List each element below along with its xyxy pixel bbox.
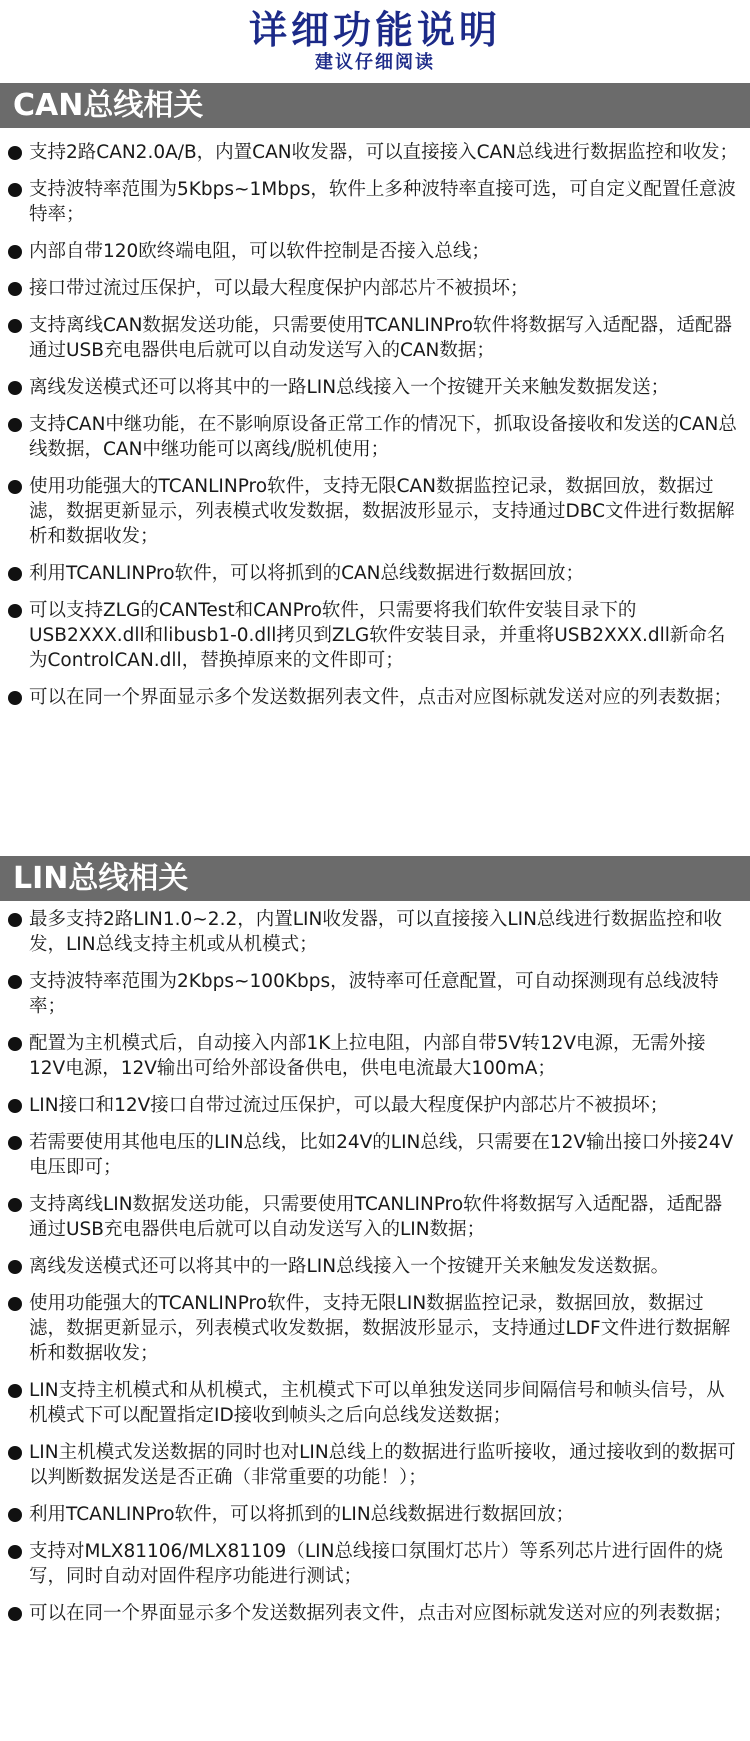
section-can [0,83,750,710]
item-text: 支持2路CAN2.0A/B，内置CAN收发器，可以直接接入CAN总线进行数据监控和收发； [29,142,739,163]
list-item [8,1601,740,1626]
bullet-icon [8,1607,22,1621]
bullet-icon [8,975,22,989]
item-text: 支持离线CAN数据发送功能，只需要使用TCANLINPro软件将数据写入适配器，适配器通过USB充电器供电后就可以自动发送写入的CAN数据； [29,315,732,361]
bullet-icon [8,604,22,618]
bullet-icon [8,1297,22,1311]
item-text: 可以在同一个界面显示多个发送数据列表文件，点击对应图标就发送对应的列表数据； [29,1603,733,1624]
bullet-icon [8,146,22,160]
item-text: 离线发送模式还可以将其中的一路LIN总线接入一个按键开关来触发数据发送； [29,377,670,398]
page-subtitle: 建议仔细阅读 [315,52,435,73]
feature-list-lin [0,907,750,1626]
bullet-icon [8,1384,22,1398]
list-item [8,1378,740,1428]
list-item [8,239,740,264]
bullet-icon [8,567,22,581]
bullet-icon [8,282,22,296]
list-item [8,313,740,363]
item-text: LIN支持主机模式和从机模式，主机模式下可以单独发送同步间隔信号和帧头信号，从机模式下可以配置指定ID接收到帧头之后向总线发送数据； [29,1380,725,1426]
item-text: 支持离线LIN数据发送功能，只需要使用TCANLINPro软件将数据写入适配器，适配器通过USB充电器供电后就可以自动发送写入的LIN数据； [29,1194,723,1240]
list-item [8,1539,740,1589]
list-item [8,177,740,227]
list-item [8,561,740,586]
list-item [8,412,740,462]
item-text: 支持波特率范围为5Kbps~1Mbps，软件上多种波特率直接可选，可自定义配置任意波特率； [29,179,736,225]
section-lin [0,856,750,1626]
page-title: 详细功能说明 [248,8,501,52]
item-text: 可以支持ZLG的CANTest和CANPro软件，只需要将我们软件安装目录下的USB2XXX.dll和libusb1-0.dll拷贝到ZLG软件安装目录，并重将USB2XXX.dll新命名为ControlCAN.dll，替换掉原来的文件即可； [29,600,726,671]
bullet-icon [8,1037,22,1051]
item-text: 配置为主机模式后，自动接入内部1K上拉电阻，内部自带5V转12V电源，无需外接12V电源，12V输出可给外部设备供电，供电电流最大100mA； [29,1033,706,1079]
item-text: 支持波特率范围为2Kbps~100Kbps，波特率可任意配置，可自动探测现有总线波特率； [29,971,719,1017]
item-text: 支持对MLX81106/MLX81109（LIN总线接口氛围灯芯片）等系列芯片进行固件的烧写，同时自动对固件程序功能进行测试； [29,1541,723,1587]
item-text: 接口带过流过压保护，可以最大程度保护内部芯片不被损坏； [29,278,529,299]
list-item [8,907,740,957]
item-text: LIN主机模式发送数据的同时也对LIN总线上的数据进行监听接收，通过接收到的数据可以判断数据发送是否正确（非常重要的功能！）； [29,1442,736,1488]
list-item [8,1093,740,1118]
bullet-icon [8,381,22,395]
list-item [8,1502,740,1527]
bullet-icon [8,1198,22,1212]
page-header [0,0,750,76]
item-text: 利用TCANLINPro软件，可以将抓到的CAN总线数据进行数据回放； [29,563,584,584]
bullet-icon [8,1446,22,1460]
section-title-lin: LIN总线相关 [0,856,750,901]
list-item [8,1130,740,1180]
bullet-icon [8,1508,22,1522]
item-text: 使用功能强大的TCANLINPro软件，支持无限LIN数据监控记录，数据回放，数据过滤，数据更新显示，列表模式收发数据，数据波形显示，支持通过LDF文件进行数据解析和数据收发； [29,1293,731,1364]
bullet-icon [8,913,22,927]
list-item [8,1192,740,1242]
list-item [8,1440,740,1490]
item-text: 支持CAN中继功能，在不影响原设备正常工作的情况下，抓取设备接收和发送的CAN总线数据，CAN中继功能可以离线/脱机使用； [29,414,737,460]
list-item [8,1254,740,1279]
list-item [8,140,740,165]
list-item [8,685,740,710]
bullet-icon [8,1136,22,1150]
list-item [8,1031,740,1081]
list-item [8,1291,740,1366]
list-item [8,598,740,673]
item-text: 离线发送模式还可以将其中的一路LIN总线接入一个按键开关来触发发送数据。 [29,1256,670,1277]
item-text: 利用TCANLINPro软件，可以将抓到的LIN总线数据进行数据回放； [29,1504,575,1525]
bullet-icon [8,1545,22,1559]
item-text: 内部自带120欧终端电阻，可以软件控制是否接入总线； [29,241,490,262]
bullet-icon [8,245,22,259]
bullet-icon [8,1099,22,1113]
bullet-icon [8,319,22,333]
feature-list-can [0,140,750,710]
item-text: 最多支持2路LIN1.0~2.2，内置LIN收发器，可以直接接入LIN总线进行数据监控和收发，LIN总线支持主机或从机模式； [29,909,722,955]
section-title-can: CAN总线相关 [0,83,750,128]
item-text: LIN接口和12V接口自带过流过压保护，可以最大程度保护内部芯片不被损坏； [29,1095,669,1116]
item-text: 可以在同一个界面显示多个发送数据列表文件，点击对应图标就发送对应的列表数据； [29,687,733,708]
bullet-icon [8,691,22,705]
item-text: 若需要使用其他电压的LIN总线，比如24V的LIN总线，只需要在12V输出接口外接24V电压即可； [29,1132,734,1178]
list-item [8,474,740,549]
item-text: 使用功能强大的TCANLINPro软件，支持无限CAN数据监控记录，数据回放，数据过滤，数据更新显示，列表模式收发数据，数据波形显示，支持通过DBC文件进行数据解析和数据收发； [29,476,735,547]
list-item [8,276,740,301]
bullet-icon [8,1260,22,1274]
list-item [8,969,740,1019]
list-item [8,375,740,400]
bullet-icon [8,418,22,432]
bullet-icon [8,480,22,494]
bullet-icon [8,183,22,197]
